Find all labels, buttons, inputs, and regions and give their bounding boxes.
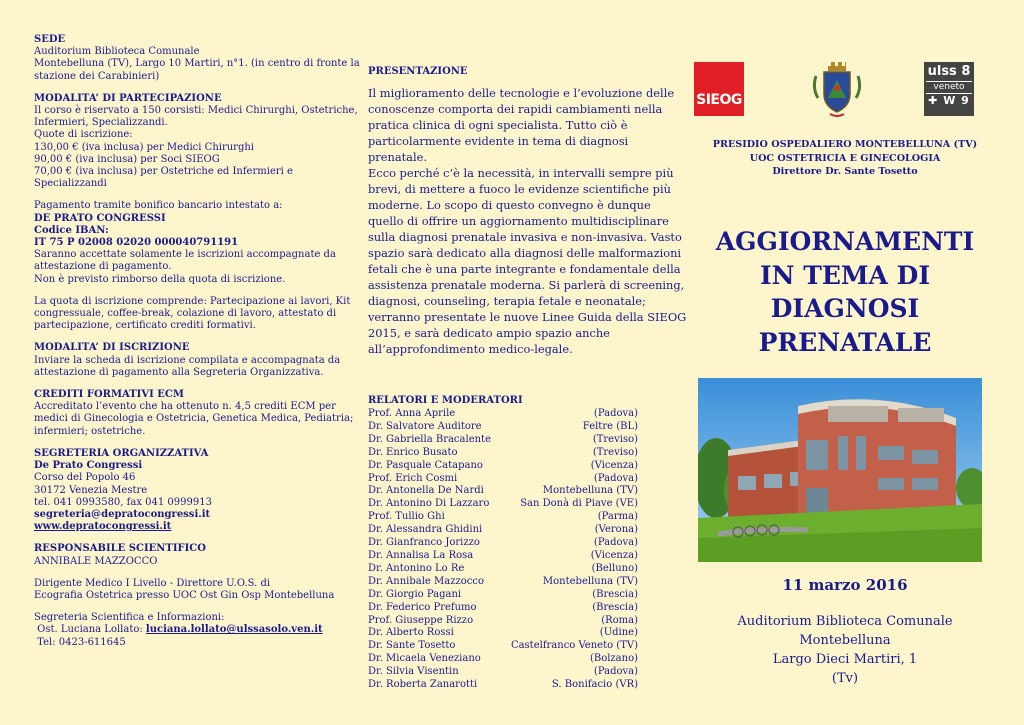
relatore-city: (Padova)	[593, 537, 638, 549]
presentazione-line: prenatale.	[368, 150, 427, 164]
pagamento-line: attestazione di pagamento.	[34, 261, 172, 273]
presentazione-line: diagnosi, counseling, terapia fetale e neonatale;	[368, 294, 646, 308]
relatore-city: (Treviso)	[592, 433, 638, 445]
left-column	[34, 34, 360, 659]
venue-line: Auditorium Biblioteca Comunale	[737, 614, 953, 629]
presentazione-line: conoscenze comporta dei rapidi cambiamenti nella	[368, 102, 663, 116]
partecipazione-section	[34, 92, 358, 191]
segreteria-line: tel. 041 0993580, fax 041 0999913	[34, 496, 212, 508]
pagamento-line: Saranno accettate solamente le iscrizioni accompagnate da	[34, 249, 336, 261]
segreteria-email-link[interactable]: segreteria@depratocongressi.it	[34, 508, 211, 520]
relatore-name: Prof. Erich Cosmi	[368, 472, 458, 484]
scientifica-line: Segreteria Scientifica e Informazioni:	[34, 612, 225, 624]
relatore-name: Prof. Giuseppe Rizzo	[368, 614, 474, 626]
title-line: PRENATALE	[758, 327, 932, 357]
relatore-city: Castelfranco Veneto (TV)	[510, 640, 638, 652]
relatore-row	[368, 653, 638, 666]
relatori-title: RELATORI E MODERATORI	[368, 395, 523, 406]
relatore-city: (Brescia)	[592, 601, 638, 613]
presentazione-line: all’approfondimento medico-legale.	[368, 342, 573, 356]
relatore-city: (Padova)	[593, 408, 638, 419]
event-title	[680, 225, 1010, 359]
relatore-name: Dr. Federico Prefumo	[368, 601, 477, 613]
relatore-row	[368, 602, 638, 615]
presidio-block	[680, 138, 1010, 179]
sede-line: Montebelluna (TV), Largo 10 Martiri, n°1. (in centro di fronte la	[34, 58, 360, 70]
relatore-city: S. Bonifacio (VR)	[551, 679, 638, 691]
pagamento-line: Non è previsto rimborso della quota di iscrizione.	[34, 273, 286, 285]
title-line: AGGIORNAMENTI	[715, 227, 975, 256]
title-line: DIAGNOSI	[770, 294, 920, 323]
venue-line: Montebelluna	[799, 633, 891, 648]
relatore-name: Prof. Tullio Ghi	[368, 511, 445, 523]
partecipazione-line: Quote di iscrizione:	[34, 129, 133, 141]
sede-title: SEDE	[34, 34, 66, 45]
partecipazione-title: MODALITA’ DI PARTECIPAZIONE	[34, 92, 222, 104]
iscrizione-line: attestazione di pagamento alla Segreteria Organizzativa.	[34, 366, 324, 378]
relatore-name: Dr. Silvia Visentin	[368, 666, 459, 678]
relatore-name: Dr. Annalisa La Rosa	[368, 549, 474, 561]
segreteria-company: De Prato Congressi	[34, 460, 143, 472]
relatore-name: Dr. Micaela Veneziano	[368, 653, 481, 665]
presidio-line: Direttore Dr. Sante Tosetto	[772, 166, 918, 177]
relatore-row	[368, 666, 638, 679]
presentazione-title: PRESENTAZIONE	[368, 66, 468, 77]
iscrizione-title: MODALITA’ DI ISCRIZIONE	[34, 342, 190, 354]
segreteria-web-link[interactable]: www.depratocongressi.it	[34, 521, 172, 533]
pagamento-line: Pagamento tramite bonifico bancario intestato a:	[34, 200, 283, 212]
spacer	[34, 568, 334, 578]
responsabile-section	[34, 543, 334, 602]
scientifica-tel: Tel: 0423-611645	[34, 636, 126, 648]
iban-value: IT 75 P 02008 02020 000040791191	[34, 237, 239, 249]
relatore-city: Montebelluna (TV)	[542, 575, 638, 587]
segreteria-title: SEGRETERIA ORGANIZZATIVA	[34, 447, 209, 459]
partecipazione-line: 90,00 € (iva inclusa) per Soci SIEOG	[34, 153, 220, 165]
relatore-name: Dr. Salvatore Auditore	[368, 420, 482, 432]
crediti-section	[34, 389, 354, 438]
crediti-line: medici di Ginecologia e Ostetricia, Genetica Medica, Pediatria;	[34, 413, 354, 425]
relatore-row	[368, 421, 638, 434]
relatore-row	[368, 447, 638, 460]
presentazione-line: moderne. Lo scopo di questo convegno è dunque	[368, 198, 651, 212]
relatore-city: (Roma)	[601, 614, 638, 626]
municipal-crest-icon	[810, 58, 864, 120]
title-line: IN TEMA DI	[759, 260, 931, 290]
sede-line: stazione dei Carabinieri)	[34, 70, 160, 82]
presentazione-text	[368, 85, 687, 357]
relatore-city: San Donà di Piave (VE)	[520, 498, 638, 510]
relatore-city: (Parma)	[597, 511, 638, 523]
event-date: 11 marzo 2016	[782, 576, 908, 594]
middle-column	[368, 66, 687, 692]
relatore-name: Dr. Sante Tosetto	[368, 640, 456, 652]
relatore-row	[368, 473, 638, 486]
ulss-logo-bottom: ✚ W 9	[928, 94, 970, 107]
partecipazione-line: Infermieri, Specializzandi.	[34, 117, 168, 129]
relatore-row	[368, 460, 638, 473]
presidio-line: PRESIDIO OSPEDALIERO MONTEBELLUNA (TV)	[712, 139, 978, 150]
relatore-row	[368, 679, 638, 692]
relatore-city: (Bolzano)	[589, 653, 638, 665]
relatore-city: Feltre (BL)	[582, 420, 638, 432]
sede-section	[34, 34, 360, 83]
presentazione-line: Il miglioramento delle tecnologie e l’evoluzione delle	[368, 86, 675, 100]
presentazione-line: brevi, di mettere a fuoco le evidenze scientifiche più	[368, 182, 671, 196]
venue-line: Largo Dieci Martiri, 1	[772, 652, 918, 667]
relatori-list	[368, 408, 658, 692]
iscrizione-section	[34, 342, 341, 379]
presentazione-line: sulla diagnosi prenatale invasiva e non-invasiva. Vasto	[368, 230, 682, 244]
presentazione-line: verranno presentate le nuove Linee Guida della SIEOG	[368, 310, 687, 324]
scientifica-section	[34, 612, 334, 649]
relatore-city: (Udine)	[599, 627, 638, 639]
relatore-row	[368, 485, 638, 498]
scientifica-email-link[interactable]: luciana.lollato@ulssasolo.ven.it	[145, 624, 323, 636]
iscrizione-line: Inviare la scheda di iscrizione compilata e accompagnata da	[34, 354, 341, 366]
scientifica-prefix: Ost. Luciana Lollato:	[34, 624, 146, 636]
relatore-row	[368, 537, 638, 550]
relatore-city: (Verona)	[594, 524, 638, 536]
relatore-city: (Treviso)	[592, 446, 638, 458]
relatore-name: Dr. Giorgio Pagani	[368, 588, 462, 600]
relatore-name: Dr. Antonino Lo Re	[368, 562, 465, 574]
logos-row	[694, 58, 971, 120]
relatore-name: Dr. Roberta Zanarotti	[368, 679, 478, 691]
relatore-row	[368, 524, 638, 537]
partecipazione-line: Il corso è riservato a 150 corsisti: Medici Chirurghi, Ostetriche,	[34, 105, 358, 117]
relatore-city: (Belluno)	[591, 562, 638, 574]
relatore-row	[368, 576, 638, 589]
responsabile-title: RESPONSABILE SCIENTIFICO	[34, 543, 206, 555]
partecipazione-line: Specializzandi	[34, 178, 107, 190]
pagamento-section	[34, 200, 334, 285]
relatore-row	[368, 511, 638, 524]
relatore-row	[368, 615, 638, 628]
relatore-row	[368, 550, 638, 563]
relatore-name: Dr. Alessandra Ghidini	[368, 524, 483, 536]
presentazione-line: fetali che è una parte integrante e fondamentale della	[368, 262, 681, 276]
venue-line: (Tv)	[831, 671, 859, 686]
ulss-logo	[924, 62, 974, 116]
partecipazione-line: 130,00 € (iva inclusa) per Medici Chirurghi	[34, 141, 254, 153]
quota-line: La quota di iscrizione comprende: Partecipazione ai lavori, Kit	[34, 295, 351, 307]
relatore-name: Prof. Anna Aprile	[368, 408, 456, 419]
relatore-name: Dr. Pasquale Catapano	[368, 459, 483, 471]
responsabile-line: Ecografia Ostetrica presso UOC Ost Gin Osp Montebelluna	[34, 589, 335, 601]
presentazione-line: particolarmente evidente in tema di diagnosi	[368, 134, 629, 148]
quota-line: congressuale, coffee-break, colazione di lavoro, attestato di	[34, 308, 337, 320]
relatore-name: Dr. Antonino Di Lazzaro	[368, 498, 490, 510]
sede-line: Auditorium Biblioteca Comunale	[34, 46, 200, 58]
relatore-name: Dr. Annibale Mazzocco	[368, 575, 484, 587]
relatore-row	[368, 627, 638, 640]
scientifica-contact	[34, 624, 334, 636]
crediti-line: Accreditato l’evento che ha ottenuto n. 4,5 crediti ECM per	[34, 401, 336, 413]
relatore-city: (Padova)	[593, 666, 638, 678]
building-photo	[698, 378, 982, 562]
ulss-logo-top: ulss 8	[927, 64, 971, 79]
ulss-logo-mid: veneto	[926, 81, 972, 94]
quota-line: partecipazione, certificato crediti formativi.	[34, 320, 256, 332]
segreteria-section	[34, 448, 334, 533]
relatore-city: (Brescia)	[592, 588, 638, 600]
relatore-row	[368, 563, 638, 576]
responsabile-name: ANNIBALE MAZZOCCO	[34, 555, 158, 567]
relatore-name: Dr. Antonella De Nardi	[368, 485, 484, 497]
relatore-city: Montebelluna (TV)	[542, 485, 638, 497]
iban-label: Codice IBAN:	[34, 224, 109, 236]
relatore-row	[368, 640, 638, 653]
relatore-name: Dr. Gianfranco Jorizzo	[368, 537, 480, 549]
crediti-line: infermieri; ostetriche.	[34, 425, 146, 437]
segreteria-line: Corso del Popolo 46	[34, 472, 136, 484]
relatore-row	[368, 434, 638, 447]
relatore-name: Dr. Alberto Rossi	[368, 627, 454, 639]
presentazione-line: spazio sarà dedicato alla diagnosi delle malformazioni	[368, 246, 682, 260]
presentazione-line: assistenza prenatale moderna. Si parlerà di screening,	[368, 278, 685, 292]
relatore-city: (Vicenza)	[590, 459, 638, 471]
segreteria-line: 30172 Venezia Mestre	[34, 484, 148, 496]
presidio-line: UOC OSTETRICIA E GINECOLOGIA	[749, 152, 941, 164]
crediti-title: CREDITI FORMATIVI ECM	[34, 389, 184, 401]
presentazione-line: Ecco perché c’è la necessità, in intervalli sempre più	[368, 166, 674, 180]
pagamento-beneficiary: DE PRATO CONGRESSI	[34, 212, 166, 224]
presentazione-line: 2015, e sarà dedicato ampio spazio anche	[368, 326, 610, 340]
sieog-logo: SIEOG	[694, 62, 744, 116]
relatore-name: Dr. Enrico Busato	[368, 446, 458, 458]
quota-section	[34, 295, 351, 333]
partecipazione-line: 70,00 € (iva inclusa) per Ostetriche ed Infermieri e	[34, 166, 293, 178]
relatore-city: (Vicenza)	[590, 549, 638, 561]
presentazione-line: pratica clinica di ogni specialista. Tutto ciò è	[368, 118, 628, 132]
event-venue	[680, 612, 1010, 688]
relatore-row	[368, 408, 638, 421]
relatore-city: (Padova)	[593, 472, 638, 484]
relatore-row	[368, 498, 638, 511]
relatore-name: Dr. Gabriella Bracalente	[368, 433, 491, 445]
responsabile-line: Dirigente Medico I Livello - Direttore U.O.S. di	[34, 577, 271, 589]
relatore-row	[368, 589, 638, 602]
presentazione-line: quello di offrire un aggiornamento multidisciplinare	[368, 214, 669, 228]
